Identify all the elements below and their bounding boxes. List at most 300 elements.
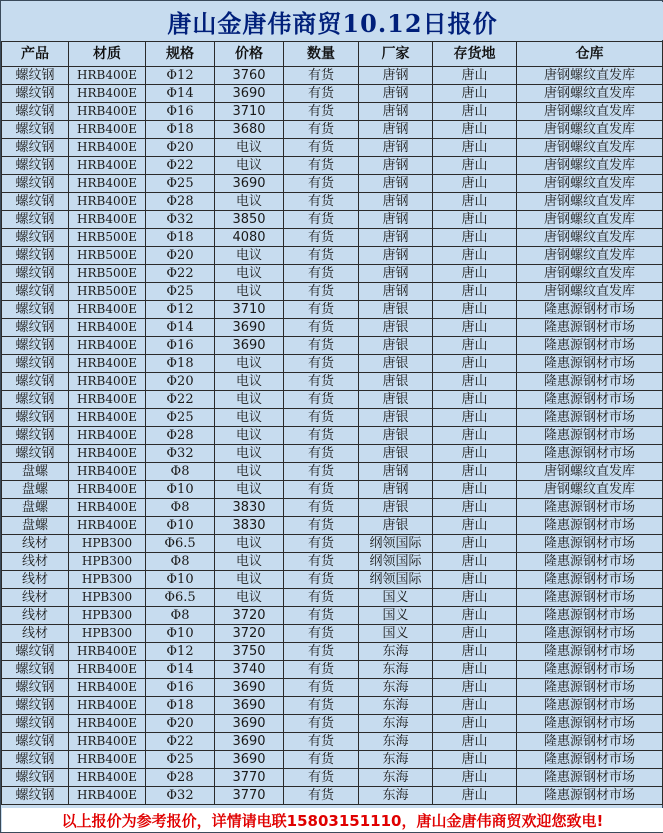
cell-warehouse: 隆惠源钢材市场 bbox=[517, 661, 663, 679]
cell-manufacturer: 东海 bbox=[359, 643, 433, 661]
cell-material: HRB400E bbox=[69, 337, 146, 355]
table-row bbox=[2, 553, 663, 571]
price-table bbox=[1, 41, 663, 805]
cell-price: 电议 bbox=[215, 157, 284, 175]
cell-product: 螺纹钢 bbox=[2, 247, 69, 265]
cell-manufacturer: 唐钢 bbox=[359, 283, 433, 301]
table-row bbox=[2, 625, 663, 643]
table-row bbox=[2, 121, 663, 139]
cell-spec: Φ12 bbox=[146, 67, 215, 85]
cell-stock-location: 唐山 bbox=[433, 247, 517, 265]
cell-manufacturer: 东海 bbox=[359, 697, 433, 715]
cell-warehouse: 隆惠源钢材市场 bbox=[517, 319, 663, 337]
table-row bbox=[2, 535, 663, 553]
cell-product: 盘螺 bbox=[2, 481, 69, 499]
cell-warehouse: 隆惠源钢材市场 bbox=[517, 643, 663, 661]
cell-spec: Φ28 bbox=[146, 769, 215, 787]
table-row bbox=[2, 481, 663, 499]
table-row bbox=[2, 643, 663, 661]
cell-warehouse: 隆惠源钢材市场 bbox=[517, 733, 663, 751]
cell-price: 电议 bbox=[215, 355, 284, 373]
cell-stock-location: 唐山 bbox=[433, 85, 517, 103]
cell-stock-location: 唐山 bbox=[433, 211, 517, 229]
cell-stock-location: 唐山 bbox=[433, 517, 517, 535]
cell-manufacturer: 唐银 bbox=[359, 337, 433, 355]
cell-material: HRB400E bbox=[69, 769, 146, 787]
cell-quantity: 有货 bbox=[284, 139, 359, 157]
cell-product: 线材 bbox=[2, 625, 69, 643]
cell-material: HPB300 bbox=[69, 625, 146, 643]
cell-material: HRB400E bbox=[69, 409, 146, 427]
cell-warehouse: 隆惠源钢材市场 bbox=[517, 517, 663, 535]
cell-stock-location: 唐山 bbox=[433, 301, 517, 319]
cell-price: 电议 bbox=[215, 409, 284, 427]
cell-product: 螺纹钢 bbox=[2, 697, 69, 715]
table-row bbox=[2, 445, 663, 463]
header-product: 产品 bbox=[2, 42, 69, 67]
cell-spec: Φ14 bbox=[146, 661, 215, 679]
table-header-row bbox=[2, 42, 663, 67]
cell-spec: Φ14 bbox=[146, 319, 215, 337]
table-row bbox=[2, 85, 663, 103]
cell-quantity: 有货 bbox=[284, 121, 359, 139]
table-row bbox=[2, 211, 663, 229]
cell-warehouse: 隆惠源钢材市场 bbox=[517, 445, 663, 463]
cell-manufacturer: 国义 bbox=[359, 607, 433, 625]
cell-quantity: 有货 bbox=[284, 751, 359, 769]
cell-quantity: 有货 bbox=[284, 247, 359, 265]
table-row bbox=[2, 733, 663, 751]
header-price: 价格 bbox=[215, 42, 284, 67]
cell-material: HRB400E bbox=[69, 211, 146, 229]
cell-spec: Φ25 bbox=[146, 409, 215, 427]
cell-price: 3850 bbox=[215, 211, 284, 229]
table-row bbox=[2, 103, 663, 121]
cell-manufacturer: 唐钢 bbox=[359, 67, 433, 85]
table-row bbox=[2, 373, 663, 391]
cell-manufacturer: 唐银 bbox=[359, 373, 433, 391]
table-row bbox=[2, 589, 663, 607]
header-warehouse: 仓库 bbox=[517, 42, 663, 67]
cell-manufacturer: 唐钢 bbox=[359, 193, 433, 211]
cell-material: HRB500E bbox=[69, 229, 146, 247]
cell-price: 3710 bbox=[215, 103, 284, 121]
header-stock-location: 存货地 bbox=[433, 42, 517, 67]
cell-price: 3830 bbox=[215, 499, 284, 517]
cell-stock-location: 唐山 bbox=[433, 355, 517, 373]
cell-quantity: 有货 bbox=[284, 589, 359, 607]
cell-material: HRB400E bbox=[69, 355, 146, 373]
cell-stock-location: 唐山 bbox=[433, 337, 517, 355]
cell-manufacturer: 唐银 bbox=[359, 319, 433, 337]
cell-product: 盘螺 bbox=[2, 463, 69, 481]
cell-spec: Φ16 bbox=[146, 679, 215, 697]
cell-warehouse: 唐钢螺纹直发库 bbox=[517, 463, 663, 481]
cell-spec: Φ22 bbox=[146, 265, 215, 283]
cell-manufacturer: 唐钢 bbox=[359, 85, 433, 103]
cell-price: 电议 bbox=[215, 139, 284, 157]
cell-material: HPB300 bbox=[69, 589, 146, 607]
cell-manufacturer: 国义 bbox=[359, 625, 433, 643]
cell-warehouse: 隆惠源钢材市场 bbox=[517, 337, 663, 355]
cell-material: HRB400E bbox=[69, 373, 146, 391]
cell-material: HRB400E bbox=[69, 643, 146, 661]
table-row bbox=[2, 319, 663, 337]
cell-product: 线材 bbox=[2, 535, 69, 553]
cell-quantity: 有货 bbox=[284, 103, 359, 121]
cell-spec: Φ6.5 bbox=[146, 535, 215, 553]
cell-manufacturer: 唐银 bbox=[359, 499, 433, 517]
cell-warehouse: 唐钢螺纹直发库 bbox=[517, 211, 663, 229]
cell-manufacturer: 东海 bbox=[359, 751, 433, 769]
cell-price: 电议 bbox=[215, 391, 284, 409]
cell-stock-location: 唐山 bbox=[433, 445, 517, 463]
cell-spec: Φ18 bbox=[146, 355, 215, 373]
cell-material: HRB400E bbox=[69, 481, 146, 499]
cell-stock-location: 唐山 bbox=[433, 787, 517, 805]
cell-warehouse: 唐钢螺纹直发库 bbox=[517, 103, 663, 121]
cell-product: 螺纹钢 bbox=[2, 85, 69, 103]
cell-quantity: 有货 bbox=[284, 607, 359, 625]
cell-product: 螺纹钢 bbox=[2, 139, 69, 157]
cell-quantity: 有货 bbox=[284, 463, 359, 481]
cell-stock-location: 唐山 bbox=[433, 679, 517, 697]
cell-material: HPB300 bbox=[69, 535, 146, 553]
cell-spec: Φ22 bbox=[146, 733, 215, 751]
cell-warehouse: 隆惠源钢材市场 bbox=[517, 697, 663, 715]
cell-quantity: 有货 bbox=[284, 571, 359, 589]
cell-quantity: 有货 bbox=[284, 517, 359, 535]
cell-manufacturer: 唐钢 bbox=[359, 139, 433, 157]
cell-warehouse: 隆惠源钢材市场 bbox=[517, 715, 663, 733]
cell-manufacturer: 东海 bbox=[359, 715, 433, 733]
table-row bbox=[2, 427, 663, 445]
cell-spec: Φ18 bbox=[146, 229, 215, 247]
cell-warehouse: 唐钢螺纹直发库 bbox=[517, 85, 663, 103]
cell-warehouse: 隆惠源钢材市场 bbox=[517, 769, 663, 787]
cell-stock-location: 唐山 bbox=[433, 535, 517, 553]
cell-stock-location: 唐山 bbox=[433, 391, 517, 409]
cell-price: 3720 bbox=[215, 607, 284, 625]
cell-price: 电议 bbox=[215, 373, 284, 391]
table-row bbox=[2, 355, 663, 373]
cell-quantity: 有货 bbox=[284, 787, 359, 805]
cell-product: 螺纹钢 bbox=[2, 175, 69, 193]
cell-quantity: 有货 bbox=[284, 319, 359, 337]
cell-material: HRB400E bbox=[69, 679, 146, 697]
table-row bbox=[2, 751, 663, 769]
cell-stock-location: 唐山 bbox=[433, 427, 517, 445]
cell-manufacturer: 唐钢 bbox=[359, 247, 433, 265]
cell-price: 3690 bbox=[215, 715, 284, 733]
cell-manufacturer: 纲领国际 bbox=[359, 571, 433, 589]
cell-product: 线材 bbox=[2, 589, 69, 607]
cell-quantity: 有货 bbox=[284, 733, 359, 751]
cell-material: HRB500E bbox=[69, 283, 146, 301]
cell-stock-location: 唐山 bbox=[433, 643, 517, 661]
cell-material: HRB400E bbox=[69, 157, 146, 175]
cell-product: 螺纹钢 bbox=[2, 427, 69, 445]
cell-warehouse: 隆惠源钢材市场 bbox=[517, 607, 663, 625]
cell-stock-location: 唐山 bbox=[433, 283, 517, 301]
cell-manufacturer: 东海 bbox=[359, 787, 433, 805]
cell-manufacturer: 唐钢 bbox=[359, 265, 433, 283]
cell-spec: Φ14 bbox=[146, 85, 215, 103]
cell-stock-location: 唐山 bbox=[433, 769, 517, 787]
cell-spec: Φ10 bbox=[146, 571, 215, 589]
table-row bbox=[2, 679, 663, 697]
table-row bbox=[2, 247, 663, 265]
cell-price: 3770 bbox=[215, 787, 284, 805]
cell-quantity: 有货 bbox=[284, 211, 359, 229]
cell-stock-location: 唐山 bbox=[433, 553, 517, 571]
cell-material: HRB400E bbox=[69, 67, 146, 85]
cell-spec: Φ20 bbox=[146, 139, 215, 157]
table-row bbox=[2, 229, 663, 247]
cell-price: 电议 bbox=[215, 589, 284, 607]
cell-price: 3680 bbox=[215, 121, 284, 139]
table-row bbox=[2, 715, 663, 733]
cell-stock-location: 唐山 bbox=[433, 463, 517, 481]
cell-stock-location: 唐山 bbox=[433, 319, 517, 337]
cell-manufacturer: 唐钢 bbox=[359, 103, 433, 121]
cell-material: HRB400E bbox=[69, 103, 146, 121]
cell-product: 螺纹钢 bbox=[2, 715, 69, 733]
cell-spec: Φ10 bbox=[146, 625, 215, 643]
table-row bbox=[2, 661, 663, 679]
cell-warehouse: 隆惠源钢材市场 bbox=[517, 553, 663, 571]
cell-material: HRB400E bbox=[69, 697, 146, 715]
cell-spec: Φ20 bbox=[146, 373, 215, 391]
cell-warehouse: 隆惠源钢材市场 bbox=[517, 427, 663, 445]
cell-stock-location: 唐山 bbox=[433, 373, 517, 391]
cell-quantity: 有货 bbox=[284, 427, 359, 445]
cell-price: 电议 bbox=[215, 463, 284, 481]
cell-product: 螺纹钢 bbox=[2, 751, 69, 769]
cell-manufacturer: 唐银 bbox=[359, 355, 433, 373]
cell-product: 螺纹钢 bbox=[2, 661, 69, 679]
cell-manufacturer: 唐钢 bbox=[359, 157, 433, 175]
cell-price: 电议 bbox=[215, 283, 284, 301]
cell-material: HRB400E bbox=[69, 175, 146, 193]
cell-quantity: 有货 bbox=[284, 85, 359, 103]
cell-manufacturer: 东海 bbox=[359, 679, 433, 697]
cell-stock-location: 唐山 bbox=[433, 103, 517, 121]
cell-material: HRB400E bbox=[69, 301, 146, 319]
cell-manufacturer: 东海 bbox=[359, 733, 433, 751]
cell-product: 螺纹钢 bbox=[2, 679, 69, 697]
cell-spec: Φ18 bbox=[146, 121, 215, 139]
cell-warehouse: 唐钢螺纹直发库 bbox=[517, 157, 663, 175]
cell-stock-location: 唐山 bbox=[433, 625, 517, 643]
cell-manufacturer: 唐钢 bbox=[359, 175, 433, 193]
cell-product: 线材 bbox=[2, 607, 69, 625]
footer-notice: 以上报价为参考报价，详情请电联15803151110，唐山金唐伟商贸欢迎您致电! bbox=[2, 808, 663, 832]
cell-spec: Φ8 bbox=[146, 553, 215, 571]
cell-quantity: 有货 bbox=[284, 499, 359, 517]
table-row bbox=[2, 175, 663, 193]
cell-material: HRB400E bbox=[69, 445, 146, 463]
cell-price: 电议 bbox=[215, 193, 284, 211]
cell-spec: Φ25 bbox=[146, 751, 215, 769]
cell-manufacturer: 唐银 bbox=[359, 445, 433, 463]
cell-warehouse: 隆惠源钢材市场 bbox=[517, 355, 663, 373]
cell-quantity: 有货 bbox=[284, 661, 359, 679]
cell-manufacturer: 唐银 bbox=[359, 301, 433, 319]
cell-price: 电议 bbox=[215, 553, 284, 571]
table-body bbox=[2, 67, 663, 805]
cell-product: 线材 bbox=[2, 571, 69, 589]
cell-quantity: 有货 bbox=[284, 481, 359, 499]
cell-product: 螺纹钢 bbox=[2, 229, 69, 247]
table-row bbox=[2, 391, 663, 409]
header-quantity: 数量 bbox=[284, 42, 359, 67]
cell-material: HRB400E bbox=[69, 85, 146, 103]
table-row bbox=[2, 571, 663, 589]
cell-material: HRB400E bbox=[69, 661, 146, 679]
cell-product: 螺纹钢 bbox=[2, 103, 69, 121]
cell-price: 4080 bbox=[215, 229, 284, 247]
cell-spec: Φ18 bbox=[146, 697, 215, 715]
header-manufacturer: 厂家 bbox=[359, 42, 433, 67]
cell-stock-location: 唐山 bbox=[433, 157, 517, 175]
cell-quantity: 有货 bbox=[284, 679, 359, 697]
cell-manufacturer: 唐银 bbox=[359, 409, 433, 427]
cell-manufacturer: 纲领国际 bbox=[359, 535, 433, 553]
cell-price: 电议 bbox=[215, 265, 284, 283]
cell-warehouse: 隆惠源钢材市场 bbox=[517, 787, 663, 805]
cell-manufacturer: 唐银 bbox=[359, 391, 433, 409]
cell-quantity: 有货 bbox=[284, 697, 359, 715]
cell-product: 螺纹钢 bbox=[2, 769, 69, 787]
header-material: 材质 bbox=[69, 42, 146, 67]
cell-manufacturer: 国义 bbox=[359, 589, 433, 607]
cell-product: 螺纹钢 bbox=[2, 373, 69, 391]
cell-spec: Φ22 bbox=[146, 391, 215, 409]
cell-warehouse: 唐钢螺纹直发库 bbox=[517, 193, 663, 211]
cell-material: HRB400E bbox=[69, 427, 146, 445]
cell-spec: Φ8 bbox=[146, 607, 215, 625]
cell-product: 螺纹钢 bbox=[2, 301, 69, 319]
cell-material: HRB400E bbox=[69, 193, 146, 211]
cell-quantity: 有货 bbox=[284, 409, 359, 427]
cell-product: 螺纹钢 bbox=[2, 67, 69, 85]
cell-price: 3830 bbox=[215, 517, 284, 535]
cell-price: 3690 bbox=[215, 697, 284, 715]
cell-spec: Φ6.5 bbox=[146, 589, 215, 607]
cell-product: 盘螺 bbox=[2, 499, 69, 517]
cell-manufacturer: 唐钢 bbox=[359, 481, 433, 499]
cell-price: 3740 bbox=[215, 661, 284, 679]
cell-material: HPB300 bbox=[69, 607, 146, 625]
cell-material: HPB300 bbox=[69, 571, 146, 589]
table-row bbox=[2, 607, 663, 625]
cell-warehouse: 唐钢螺纹直发库 bbox=[517, 283, 663, 301]
cell-material: HRB400E bbox=[69, 121, 146, 139]
cell-quantity: 有货 bbox=[284, 643, 359, 661]
table-row bbox=[2, 787, 663, 805]
cell-warehouse: 隆惠源钢材市场 bbox=[517, 409, 663, 427]
table-row bbox=[2, 463, 663, 481]
cell-material: HRB500E bbox=[69, 265, 146, 283]
cell-product: 螺纹钢 bbox=[2, 391, 69, 409]
cell-price: 3770 bbox=[215, 769, 284, 787]
cell-spec: Φ25 bbox=[146, 175, 215, 193]
cell-warehouse: 唐钢螺纹直发库 bbox=[517, 121, 663, 139]
sheet-title: 唐山金唐伟商贸10.12日报价 bbox=[2, 2, 663, 40]
cell-stock-location: 唐山 bbox=[433, 481, 517, 499]
cell-product: 螺纹钢 bbox=[2, 157, 69, 175]
cell-warehouse: 唐钢螺纹直发库 bbox=[517, 229, 663, 247]
table-row bbox=[2, 337, 663, 355]
cell-warehouse: 隆惠源钢材市场 bbox=[517, 301, 663, 319]
cell-quantity: 有货 bbox=[284, 625, 359, 643]
cell-price: 3750 bbox=[215, 643, 284, 661]
cell-price: 3690 bbox=[215, 175, 284, 193]
table-row bbox=[2, 283, 663, 301]
cell-stock-location: 唐山 bbox=[433, 409, 517, 427]
cell-quantity: 有货 bbox=[284, 355, 359, 373]
cell-quantity: 有货 bbox=[284, 67, 359, 85]
cell-quantity: 有货 bbox=[284, 283, 359, 301]
cell-warehouse: 隆惠源钢材市场 bbox=[517, 571, 663, 589]
cell-stock-location: 唐山 bbox=[433, 139, 517, 157]
cell-spec: Φ8 bbox=[146, 463, 215, 481]
cell-spec: Φ12 bbox=[146, 643, 215, 661]
cell-stock-location: 唐山 bbox=[433, 571, 517, 589]
cell-warehouse: 唐钢螺纹直发库 bbox=[517, 247, 663, 265]
cell-spec: Φ10 bbox=[146, 481, 215, 499]
cell-material: HRB400E bbox=[69, 715, 146, 733]
cell-spec: Φ25 bbox=[146, 283, 215, 301]
cell-warehouse: 唐钢螺纹直发库 bbox=[517, 481, 663, 499]
cell-warehouse: 隆惠源钢材市场 bbox=[517, 391, 663, 409]
cell-spec: Φ8 bbox=[146, 499, 215, 517]
cell-stock-location: 唐山 bbox=[433, 121, 517, 139]
cell-product: 螺纹钢 bbox=[2, 409, 69, 427]
cell-warehouse: 隆惠源钢材市场 bbox=[517, 625, 663, 643]
cell-product: 盘螺 bbox=[2, 517, 69, 535]
cell-product: 螺纹钢 bbox=[2, 337, 69, 355]
table-row bbox=[2, 769, 663, 787]
cell-material: HRB400E bbox=[69, 499, 146, 517]
cell-quantity: 有货 bbox=[284, 301, 359, 319]
cell-product: 螺纹钢 bbox=[2, 733, 69, 751]
cell-material: HRB400E bbox=[69, 463, 146, 481]
table-row bbox=[2, 409, 663, 427]
cell-product: 螺纹钢 bbox=[2, 121, 69, 139]
cell-stock-location: 唐山 bbox=[433, 589, 517, 607]
table-row bbox=[2, 517, 663, 535]
cell-manufacturer: 东海 bbox=[359, 661, 433, 679]
table-row bbox=[2, 697, 663, 715]
cell-price: 电议 bbox=[215, 571, 284, 589]
cell-manufacturer: 唐银 bbox=[359, 517, 433, 535]
cell-material: HRB400E bbox=[69, 787, 146, 805]
table-row bbox=[2, 499, 663, 517]
cell-quantity: 有货 bbox=[284, 715, 359, 733]
cell-spec: Φ22 bbox=[146, 157, 215, 175]
cell-price: 3690 bbox=[215, 751, 284, 769]
cell-warehouse: 隆惠源钢材市场 bbox=[517, 589, 663, 607]
cell-quantity: 有货 bbox=[284, 769, 359, 787]
cell-stock-location: 唐山 bbox=[433, 607, 517, 625]
cell-product: 螺纹钢 bbox=[2, 355, 69, 373]
cell-quantity: 有货 bbox=[284, 373, 359, 391]
cell-spec: Φ32 bbox=[146, 787, 215, 805]
cell-quantity: 有货 bbox=[284, 175, 359, 193]
cell-product: 螺纹钢 bbox=[2, 319, 69, 337]
